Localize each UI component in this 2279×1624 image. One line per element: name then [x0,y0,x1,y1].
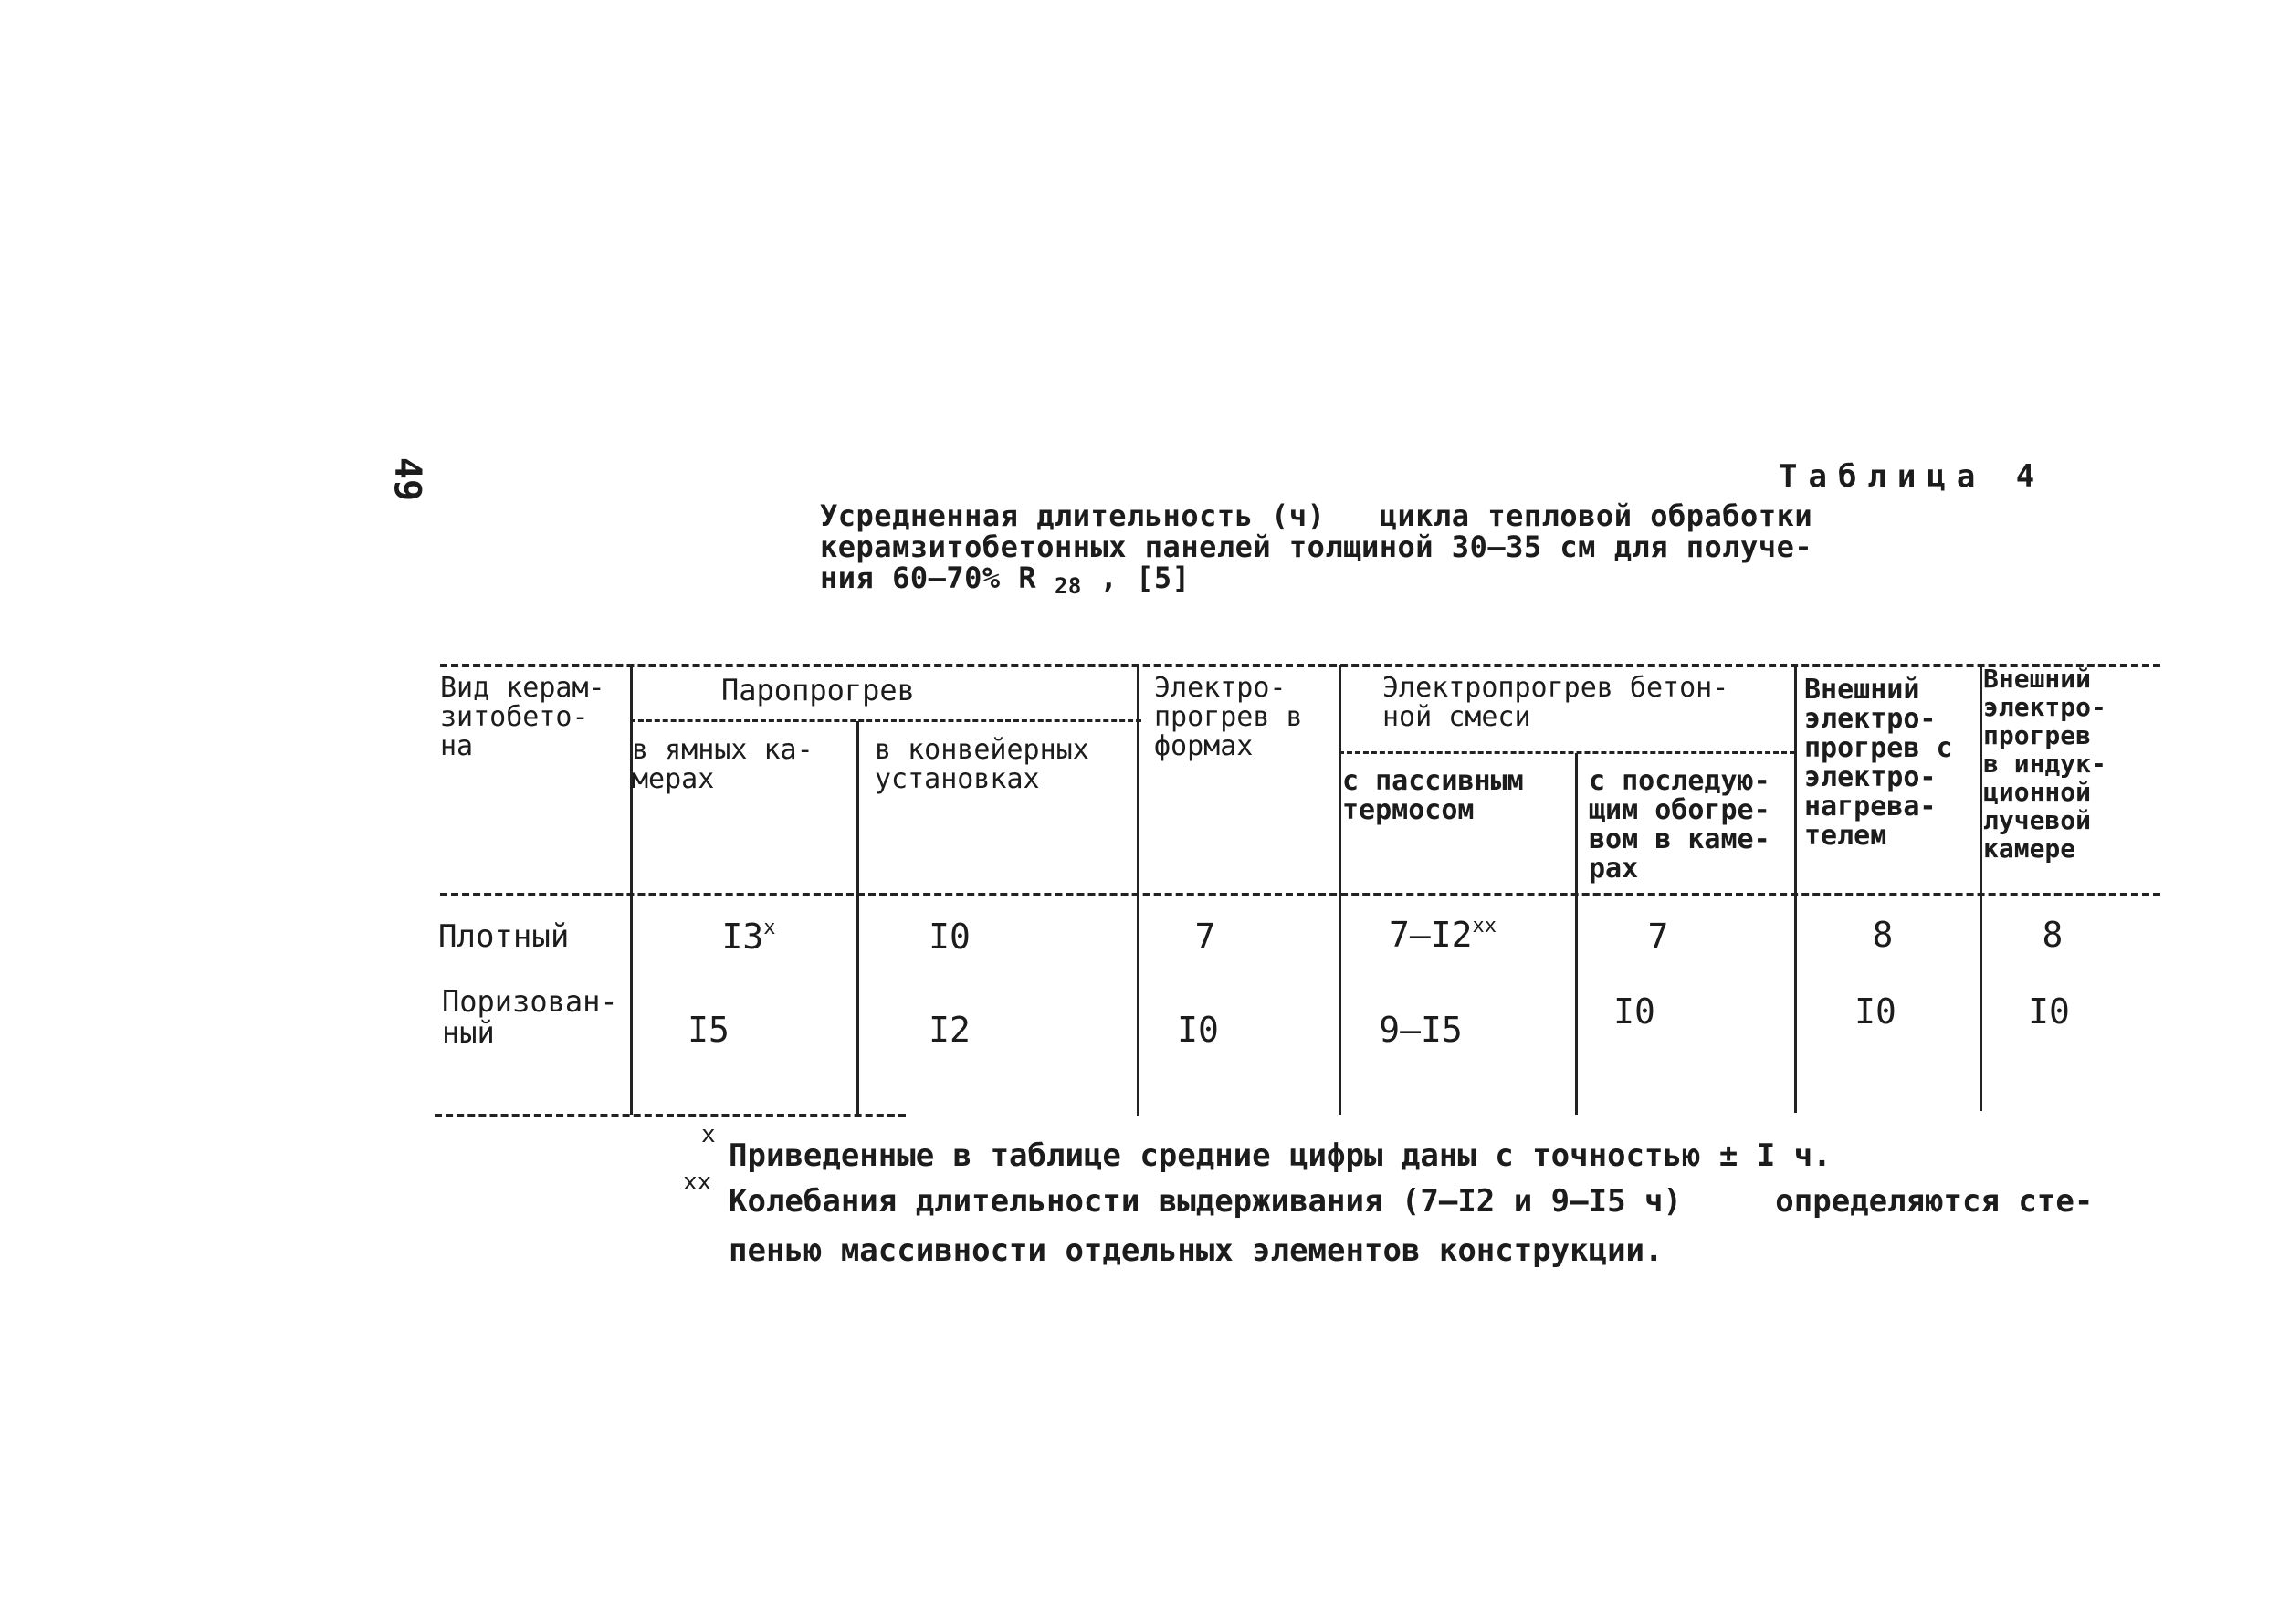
row-label-dense: Плотный [438,918,570,955]
cell-porous-passive: 9–I5 [1379,1010,1463,1050]
footnote-1-mark: x [701,1121,716,1148]
mix-sub-rule [1339,751,1795,754]
cell-porous-pit: I5 [688,1010,730,1050]
cell-porous-forms: I0 [1177,1010,1219,1050]
row-label-porous: Поризован- ный [442,984,618,1050]
col-divider-6 [1794,665,1797,1113]
footnote-1-text: Приведенные в таблице средние цифры даны с точностью ± I ч. [729,1137,1832,1174]
header-bottom-rule [440,893,2160,896]
header-concrete-type: Вид керам- зитобето- на [440,672,605,762]
header-external-induction: Внешний электро- прогрев в индук- ционной лучевой камере [1983,664,2106,864]
header-steam-pit: в ямных ка- мерах [632,734,814,795]
header-mix-passive: с пассивным термосом [1342,765,1524,826]
cell-dense-pit: I3$^x$ [721,917,776,957]
caption-line-1: Усредненная длительность (ч) цикла тепловой обработки [820,498,1813,533]
cell-porous-conveyor: I2 [929,1010,971,1050]
table-bottom-rule [435,1114,906,1117]
caption-line-3-prefix: ния 60–70% R [820,561,1055,595]
cell-dense-passive: 7–I2$^{xx}$ [1388,915,1497,955]
cell-dense-induction: 8 [2042,915,2064,955]
table-label: Таблица 4 [1779,458,2046,495]
cell-porous-followup: I0 [1613,991,1655,1032]
header-external-heater: Внешний электро- прогрев с электро- нагрева- телем [1804,674,1953,852]
steam-sub-rule [630,719,1141,722]
footnote-2-mark: xx [683,1168,712,1196]
cell-dense-heater: 8 [1872,915,1894,955]
caption-line-3-sub: 28 [1054,573,1082,599]
cell-dense-followup: 7 [1647,917,1669,957]
caption-line-3-suffix: , [5] [1081,561,1191,595]
header-mix-followup: с последую- щим обогре- вом в каме- рах [1589,765,1770,885]
header-electro-forms: Электро- прогрев в формах [1154,672,1303,762]
col-divider-7 [1980,665,1982,1111]
table-top-rule [440,664,2160,667]
cell-porous-induction: I0 [2028,991,2070,1032]
caption-line-2: керамзитобетонных панелей толщиной 30–35 см для получе- [820,529,1813,564]
cell-dense-forms: 7 [1194,917,1216,957]
footnote-2-line-2: пенью массивности отдельных элементов конструкции. [729,1232,1664,1269]
header-steam-heating: Паропрогрев [721,673,915,707]
header-electro-mix: Электропрогрев бетон- ной смеси [1382,672,1729,733]
cell-dense-conveyor: I0 [929,917,971,957]
page-number: 49 [386,456,429,502]
header-steam-conveyor: в конвейерных установках [875,734,1089,795]
footnote-2-line-1: Колебания длительности выдерживания (7–I2 и 9–I5 ч) определяются сте- [729,1183,2094,1220]
cell-porous-heater: I0 [1854,991,1896,1032]
